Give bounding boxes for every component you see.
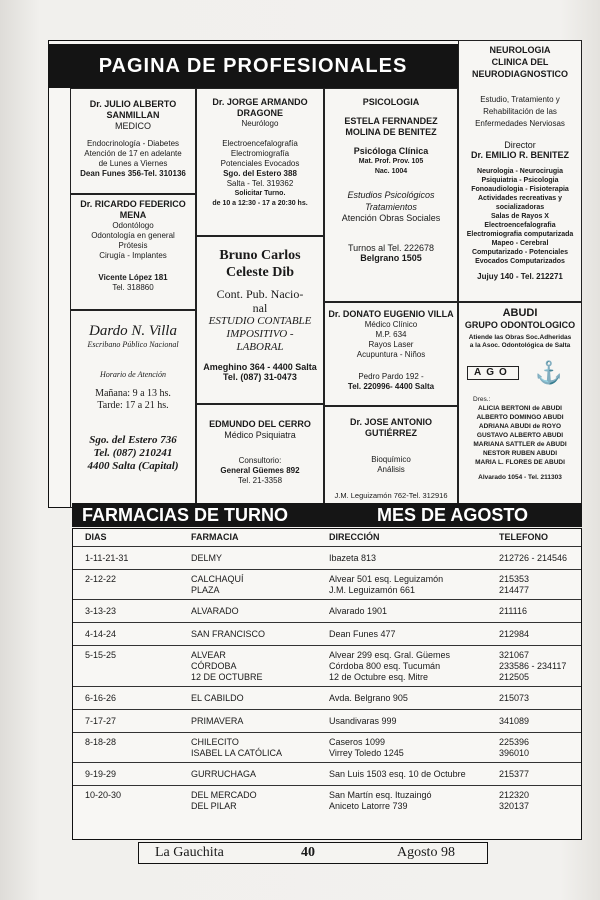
psicologia-ad: PSICOLOGIA ESTELA FERNANDEZ MOLINA DE BENITEZ Psicóloga Clínica Mat. Prof. Prov. 105 Nac. 1004 Estudios Psicológicos Tratamientos Atención Obras Sociales Turnos al Tel. 222678 Belgrano 1505 bbox=[324, 88, 458, 302]
neuro-title: NEUROLOGIA CLINICA DEL NEURODIAGNOSTICO bbox=[471, 45, 568, 79]
cell-direccion bbox=[329, 629, 396, 640]
cell-farmacia-line: CHILECITO bbox=[191, 737, 239, 747]
abudi-doctors: ALICIA BERTONI de ABUDI ALBERTO DOMINGO ABUDI ADRIANA ABUDI de ROYO GUSTAVO ALBERTO ABUDI MARIANA SATTLER de ABUDI NESTOR RUBEN ABUDI MARIA L. FLORES DE ABUDI bbox=[473, 405, 567, 466]
cell-telefono bbox=[499, 553, 567, 564]
table-row bbox=[73, 569, 581, 600]
dental-chair-icon: ⚓ bbox=[535, 360, 563, 385]
cell-telefono bbox=[499, 737, 529, 759]
sanmillan-ad: Dr. JULIO ALBERTO SANMILLAN MEDICO Endocrinología - Diabetes Atención de 17 en adelante de Lunes a Viernes Dean Funes 356-Tel. 310136 bbox=[70, 88, 196, 194]
cell-telefono-line: 215353 bbox=[499, 574, 530, 584]
cell-direccion-line: Virrey Toledo 1245 bbox=[329, 748, 404, 758]
cell-telefono bbox=[499, 693, 529, 704]
cell-direccion-line: J.M. Leguizamón 661 bbox=[329, 585, 416, 595]
cell-dias: 1-11-21-31 bbox=[85, 553, 129, 563]
cell-direccion-line: Ibazeta 813 bbox=[329, 553, 377, 563]
cell-farmacia bbox=[191, 716, 243, 727]
cerro-ad: EDMUNDO DEL CERRO Médico Psiquiatra Consultorio: General Güemes 892 Tel. 21-3358 bbox=[196, 404, 324, 508]
cell-telefono-line: 233586 - 234117 bbox=[499, 661, 567, 671]
cell-telefono bbox=[499, 606, 527, 617]
cell-telefono-line: 212505 bbox=[499, 672, 530, 682]
cell-dias: 9-19-29 bbox=[85, 769, 117, 779]
neuro-services: Neurologia - Neurocirugia Psiquiatria - Psicologia Fonoaudiologia - Fisioterapia Actividades recreativas y socializadoras Salas de Rayos X Electroencefalografia Electromiografia computarizada Mapeo - Cerebral Computarizado - Potenciales Evocados Computarizados bbox=[466, 168, 574, 265]
dragone-ad: Dr. JORGE ARMANDO DRAGONE Neurólogo Electroencefalografía Electromiografía Potenciales Evocados Sgo. del Estero 388 Salta - Tel. 319362 Solicitar Turno. de 10 a 12:30 - 17 a 20:30 hs. bbox=[196, 88, 324, 236]
cell-farmacia bbox=[191, 769, 256, 780]
magazine-name: La Gauchita bbox=[155, 845, 224, 860]
cell-farmacia-line: GURRUCHAGA bbox=[191, 769, 257, 779]
table-header: DIAS FARMACIA DIRECCIÓN TELEFONO bbox=[73, 529, 581, 547]
cell-telefono-line: 214477 bbox=[499, 585, 530, 595]
villa-medico-ad: Dr. DONATO EUGENIO VILLA Médico Clínico M.P. 634 Rayos Laser Acupuntura - Niños Pedro Pardo 192 - Tel. 220996- 4400 Salta bbox=[324, 302, 458, 406]
table-row bbox=[73, 546, 581, 570]
cell-direccion-line: Usandivaras 999 bbox=[329, 716, 397, 726]
cell-dias: 10-20-30 bbox=[85, 790, 122, 800]
cell-farmacia bbox=[191, 629, 265, 640]
cell-dias: 7-17-27 bbox=[85, 716, 117, 726]
neuro-description: Estudio, Tratamiento y Rehabilitación de las Enfermedades Nerviosas bbox=[475, 95, 565, 128]
cell-telefono-line: 396010 bbox=[499, 748, 530, 758]
cell-direccion bbox=[329, 574, 443, 596]
cell-direccion-line: 12 de Octubre esq. Mitre bbox=[329, 672, 429, 682]
cell-telefono bbox=[499, 769, 529, 780]
table-row bbox=[73, 599, 581, 623]
cell-farmacia-line: CALCHAQUÍ bbox=[191, 574, 244, 584]
farmacias-month: MES DE AGOSTO bbox=[377, 505, 529, 525]
cell-direccion bbox=[329, 716, 397, 727]
cell-farmacia bbox=[191, 737, 282, 759]
neurologia-ad bbox=[458, 40, 582, 302]
cell-telefono-line: 215377 bbox=[499, 769, 530, 779]
table-row bbox=[73, 732, 581, 763]
cell-telefono bbox=[499, 629, 529, 640]
table-row bbox=[73, 785, 581, 816]
cell-telefono-line: 212984 bbox=[499, 629, 530, 639]
cell-direccion bbox=[329, 553, 376, 564]
cell-farmacia-line: DEL MERCADO bbox=[191, 790, 257, 800]
cell-telefono-line: 320137 bbox=[499, 801, 530, 811]
table-row bbox=[73, 709, 581, 733]
cell-farmacia-line: PLAZA bbox=[191, 585, 220, 595]
cell-direccion bbox=[329, 606, 387, 617]
cell-direccion-line: Córdoba 800 esq. Tucumán bbox=[329, 661, 441, 671]
mena-ad: Dr. RICARDO FEDERICO MENA Odontólogo Odontología en general Prótesis Cirugía - Implantes Vicente López 181 Tel. 318860 bbox=[70, 194, 196, 310]
cell-direccion bbox=[329, 693, 408, 704]
farmacias-header bbox=[72, 503, 582, 527]
cell-telefono-line: 341089 bbox=[499, 716, 530, 726]
cell-direccion-line: San Luis 1503 esq. 10 de Octubre bbox=[329, 769, 466, 779]
cell-dias: 6-16-26 bbox=[85, 693, 117, 703]
cell-farmacia bbox=[191, 790, 257, 812]
cell-telefono-line: 212320 bbox=[499, 790, 530, 800]
dib-ad: Bruno Carlos Celeste Dib Cont. Pub. Nacio- nal ESTUDIO CONTABLE IMPOSITIVO - LABORAL Ameghino 364 - 4400 Salta Tel. (087) 31-0473 bbox=[196, 236, 324, 404]
cell-direccion bbox=[329, 650, 450, 683]
cell-farmacia-line: 12 DE OCTUBRE bbox=[191, 672, 263, 682]
cell-farmacia-line: PRIMAVERA bbox=[191, 716, 244, 726]
page-number: 40 bbox=[301, 845, 315, 860]
cell-telefono bbox=[499, 650, 566, 683]
page-title: PAGINA DE PROFESIONALES bbox=[48, 44, 458, 88]
ago-logo: AGO ⚓ bbox=[459, 360, 581, 390]
farmacias-title: FARMACIAS DE TURNO bbox=[82, 505, 288, 525]
cell-farmacia-line: ALVARADO bbox=[191, 606, 239, 616]
cell-dias: 4-14-24 bbox=[85, 629, 117, 639]
issue-date: Agosto 98 bbox=[397, 845, 455, 860]
cell-dias: 8-18-28 bbox=[85, 737, 117, 747]
cell-farmacia-line: DELMY bbox=[191, 553, 223, 563]
cell-direccion bbox=[329, 769, 466, 780]
doctor-name: Dr. JULIO ALBERTO SANMILLAN bbox=[89, 99, 177, 120]
director-label: Director bbox=[504, 140, 536, 150]
cell-telefono-line: 321067 bbox=[499, 650, 530, 660]
cell-direccion-line: Alvarado 1901 bbox=[329, 606, 388, 616]
neuro-address: Jujuy 140 - Tel. 212271 bbox=[477, 272, 563, 281]
cell-farmacia bbox=[191, 553, 222, 564]
farmacias-table bbox=[72, 528, 582, 840]
director-name: Dr. EMILIO R. BENITEZ bbox=[470, 150, 569, 160]
table-row bbox=[73, 622, 581, 646]
cell-farmacia-line: EL CABILDO bbox=[191, 693, 244, 703]
cell-farmacia-line: SAN FRANCISCO bbox=[191, 629, 266, 639]
cell-farmacia-line: CÓRDOBA bbox=[191, 661, 237, 671]
cell-telefono-line: 225396 bbox=[499, 737, 530, 747]
cell-direccion-line: Aniceto Latorre 739 bbox=[329, 801, 408, 811]
cell-farmacia bbox=[191, 650, 263, 683]
villa-escribano-ad: Dardo N. Villa Escribano Público Nacional Horario de Atención Mañana: 9 a 13 hs. Tarde: 17 a 21 hs. Sgo. del Estero 736 Tel. (087) 210241 4400 Salta (Capital) bbox=[70, 310, 196, 508]
abudi-ad: ABUDI GRUPO ODONTOLOGICO Atiende las Obras Soc.Adheridas a la Asoc. Odontológica de Salta AGO ⚓ Dres.: ALICIA BERTONI de ABUDI ALBERTO DOMINGO ABUDI ADRIANA ABUDI de ROYO GUSTAVO ALBERTO ABUDI MARIANA SATTLER de ABUDI NESTOR RUBEN ABUDI MARIA L. FLORES DE ABUDI Alvarado 1054 - Tel. 211303 bbox=[458, 302, 582, 508]
cell-direccion-line: Caseros 1099 bbox=[329, 737, 386, 747]
cell-direccion-line: Alvear 299 esq. Gral. Güemes bbox=[329, 650, 451, 660]
cell-dias: 3-13-23 bbox=[85, 606, 117, 616]
cell-direccion bbox=[329, 790, 432, 812]
cell-direccion bbox=[329, 737, 404, 759]
cell-telefono-line: 212726 - 214546 bbox=[499, 553, 568, 563]
cell-direccion-line: Alvear 501 esq. Leguizamón bbox=[329, 574, 444, 584]
gutierrez-ad: Dr. JOSE ANTONIO GUTIÉRREZ Bioquímico Análisis J.M. Leguizamón 762-Tel. 312916 bbox=[324, 406, 458, 508]
cell-telefono bbox=[499, 574, 529, 596]
cell-direccion-line: Avda. Belgrano 905 bbox=[329, 693, 408, 703]
cell-direccion-line: Dean Funes 477 bbox=[329, 629, 396, 639]
cell-telefono-line: 211116 bbox=[499, 606, 528, 616]
cell-farmacia bbox=[191, 574, 244, 596]
cell-telefono-line: 215073 bbox=[499, 693, 530, 703]
cell-farmacia-line: ISABEL LA CATÓLICA bbox=[191, 748, 283, 758]
cell-dias: 2-12-22 bbox=[85, 574, 117, 584]
cell-telefono bbox=[499, 790, 529, 812]
table-row bbox=[73, 686, 581, 710]
doctor-name: Dr. JORGE ARMANDO DRAGONE bbox=[212, 97, 308, 118]
page-footer bbox=[138, 842, 488, 864]
cell-direccion-line: San Martín esq. Ituzaingó bbox=[329, 790, 432, 800]
cell-telefono bbox=[499, 716, 529, 727]
table-row bbox=[73, 762, 581, 786]
table-row bbox=[73, 645, 581, 687]
cell-farmacia-line: ALVEAR bbox=[191, 650, 226, 660]
cell-farmacia-line: DEL PILAR bbox=[191, 801, 237, 811]
cell-dias: 5-15-25 bbox=[85, 650, 117, 660]
cell-farmacia bbox=[191, 606, 239, 617]
cell-farmacia bbox=[191, 693, 244, 704]
